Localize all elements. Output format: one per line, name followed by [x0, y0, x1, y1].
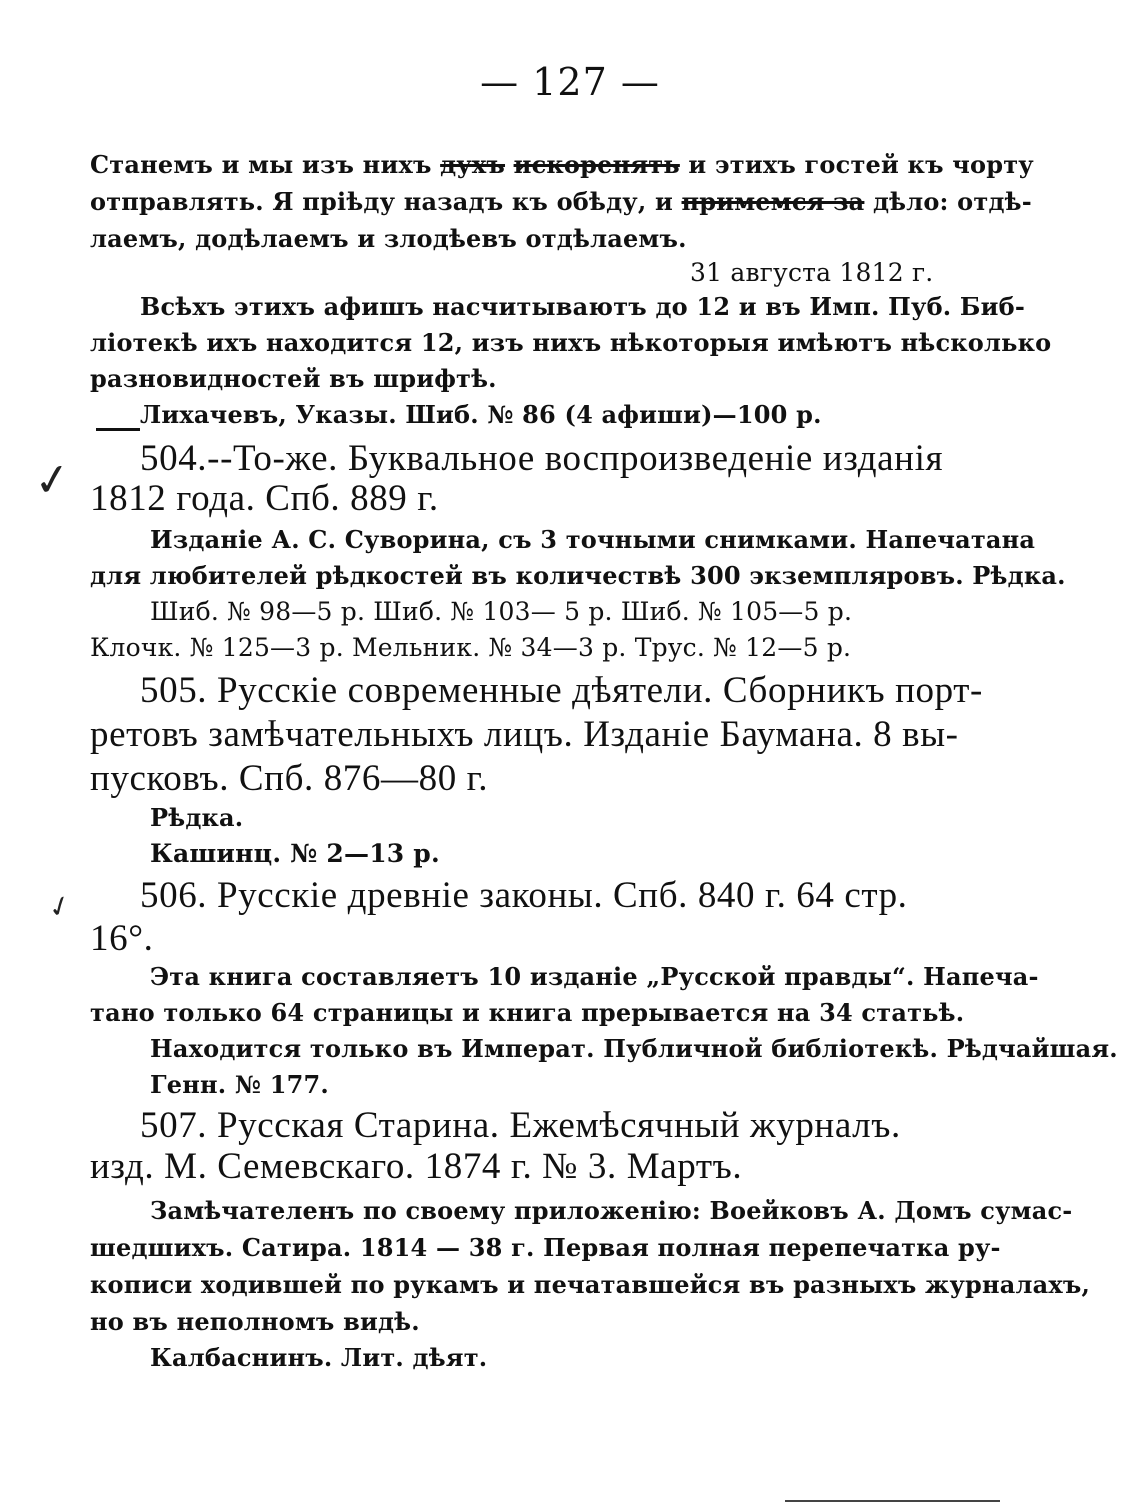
entry-507-desc-line-3: кописи ходившей по рукамъ и печатавшейся въ разныхъ журналахъ, [90, 1270, 1091, 1299]
entry-507-desc-line-2: шедшихъ. Сатира. 1814 — 38 г. Первая полная перепечатка ру- [90, 1233, 1001, 1262]
entry-506-title-line-2: 16°. [90, 918, 154, 959]
underline-mark [96, 428, 140, 431]
intro-line-1-struck-1: духъ [440, 150, 506, 179]
entry-507-desc-line-1: Замѣчателенъ по своему приложенію: Воейковъ А. Домъ сумас- [150, 1196, 1073, 1225]
note-line-3: разновидностей въ шрифтѣ. [90, 364, 497, 393]
intro-line-2-text-a: отправлять. Я пріѣду назадъ къ обѣду, и [90, 187, 682, 216]
entry-507-title-line-1: 507. Русская Старина. Ежемѣсячный журналъ. [140, 1105, 901, 1146]
entry-506-desc-line-3: Находится только въ Императ. Публичной библіотекѣ. Рѣдчайшая. [150, 1034, 1118, 1063]
intro-line-1-struck-2: искоренять [513, 150, 680, 179]
bottom-rule [785, 1500, 1000, 1502]
note-prices: Лихачевъ, Указы. Шиб. № 86 (4 афиши)—100 р. [140, 400, 822, 429]
entry-506-desc-line-1: Эта книга составляетъ 10 изданіе „Русской правды“. Напеча- [150, 962, 1039, 991]
check-mark-icon: ✓ [30, 452, 75, 509]
entry-507-desc-line-4: но въ неполномъ видѣ. [90, 1307, 420, 1336]
note-line-1: Всѣхъ этихъ афишъ насчитываютъ до 12 и въ Имп. Пуб. Биб- [140, 292, 1025, 321]
entry-505-price-line-1: Кашинц. № 2—13 р. [150, 839, 440, 868]
entry-507-title-line-2: изд. М. Семевскаго. 1874 г. № 3. Мартъ. [90, 1146, 743, 1187]
entry-505-title-line-1: 505. Русскіе современные дѣятели. Сборникъ порт- [140, 670, 983, 711]
entry-504-desc-line-2: для любителей рѣдкостей въ количествѣ 300 экземпляровъ. Рѣдка. [90, 561, 1066, 590]
entry-506-desc-line-2: тано только 64 страницы и книга прерывается на 34 статьѣ. [90, 998, 965, 1027]
intro-line-2-text-b: дѣло: отдѣ- [864, 187, 1032, 216]
entry-507-price-line-1: Калбаснинъ. Лит. дѣят. [150, 1343, 488, 1372]
intro-line-1-text-b: и этихъ гостей къ чорту [679, 150, 1034, 179]
entry-505-desc-line-1: Рѣдка. [150, 803, 244, 832]
intro-line-2-struck: примемся за [681, 187, 865, 216]
pencil-tick-icon: ✓ [43, 886, 77, 927]
entry-504-title-line-2: 1812 года. Спб. 889 г. [90, 478, 439, 519]
entry-505-title-line-3: пусковъ. Спб. 876—80 г. [90, 758, 489, 799]
entry-504-desc-line-1: Изданіе А. С. Суворина, съ 3 точными снимками. Напечатана [150, 525, 1036, 554]
entry-504-price-line-1: Шиб. № 98—5 р. Шиб. № 103— 5 р. Шиб. № 105—5 р. [150, 597, 853, 626]
intro-date: 31 августа 1812 г. [690, 258, 934, 287]
entry-504-price-line-2: Клочк. № 125—3 р. Мельник. № 34—3 р. Трус. № 12—5 р. [90, 633, 852, 662]
intro-line-1-text-a: Станемъ и мы изъ нихъ [90, 150, 441, 179]
entry-504-title-line-1: 504.--То-же. Буквальное воспроизведеніе изданія [140, 438, 944, 479]
note-line-2: ліотекѣ ихъ находится 12, изъ нихъ нѣкоторыя имѣютъ нѣсколько [90, 328, 1052, 357]
entry-506-title-line-1: 506. Русскіе древніе законы. Спб. 840 г. 64 стр. [140, 875, 908, 916]
entry-506-desc-line-4: Генн. № 177. [150, 1070, 329, 1099]
intro-line-3: лаемъ, додѣлаемъ и злодѣевъ отдѣлаемъ. [90, 224, 687, 253]
entry-505-title-line-2: ретовъ замѣчательныхъ лицъ. Изданіе Баумана. 8 вы- [90, 714, 959, 755]
page-number: — 127 — [480, 60, 660, 104]
intro-line-1 [90, 150, 1034, 179]
intro-line-2 [90, 187, 1032, 216]
